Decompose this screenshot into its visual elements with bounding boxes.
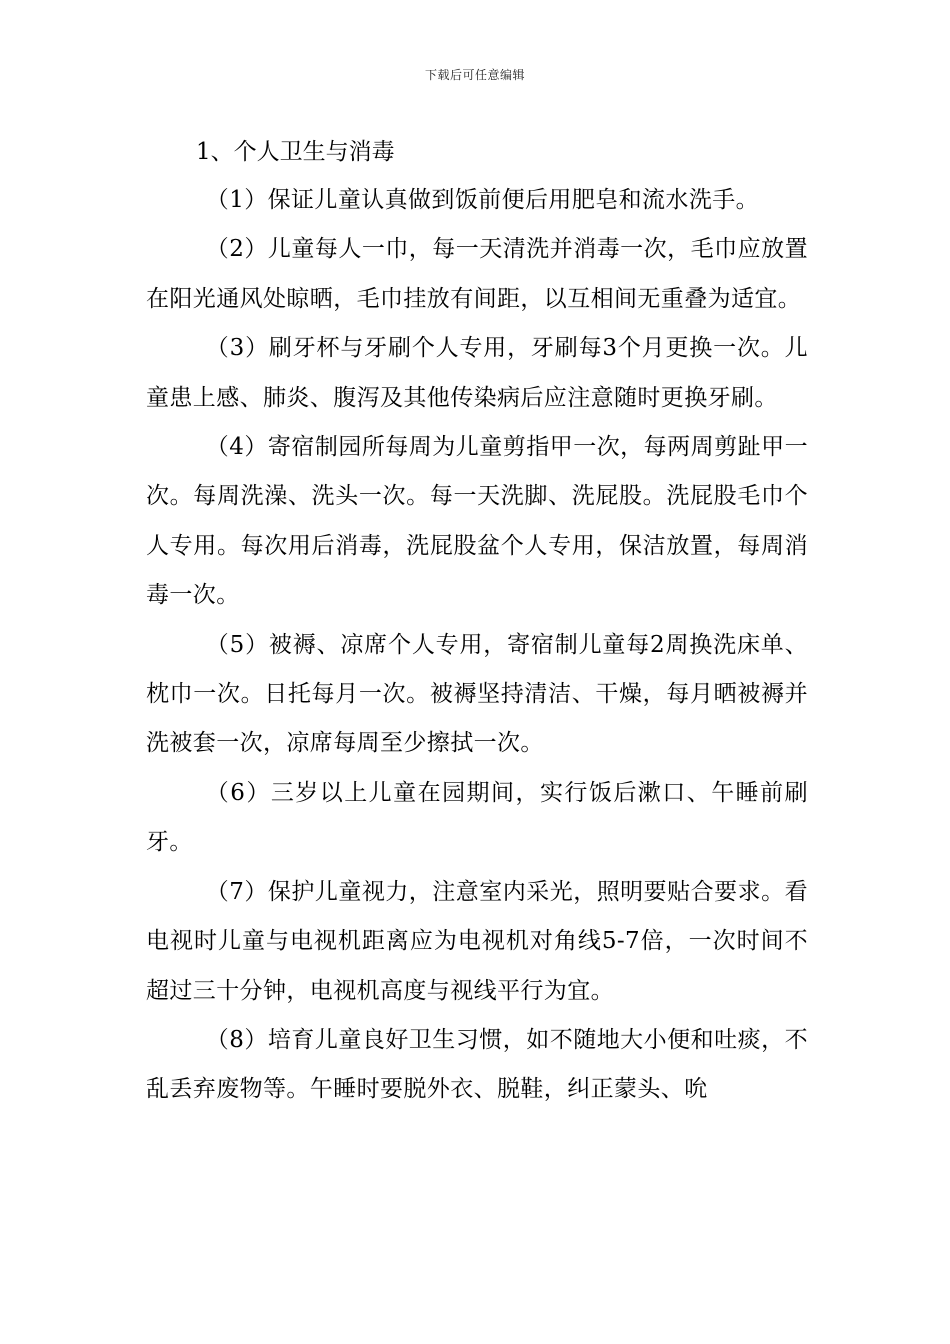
paragraph-4: （4）寄宿制园所每周为儿童剪指甲一次，每两周剪趾甲一次。每周洗澡、洗头一次。每一天洗脚、洗屁股。洗屁股毛巾个人专用。每次用后消毒，洗屁股盆个人专用，保洁放置，每周消毒一次。: [146, 434, 808, 609]
paragraph-2: （2）儿童每人一巾，每一天清洗并消毒一次，毛巾应放置在阳光通风处晾晒，毛巾挂放有间距，以互相间无重叠为适宜。: [146, 236, 808, 312]
paragraph-6: （6）三岁以上儿童在园期间，实行饭后漱口、午睡前刷牙。: [146, 779, 808, 856]
page-header: 下载后可任意编辑: [424, 68, 525, 82]
paragraph-8: （8）培育儿童良好卫生习惯，如不随地大小便和吐痰，不乱丢弃废物等。午睡时要脱外衣、脱鞋，纠正蒙头、吮: [146, 1026, 808, 1103]
document-body: [146, 128, 808, 1115]
paragraph-7: （7）保护儿童视力，注意室内采光，照明要贴合要求。看电视时儿童与电视机距离应为电视机对角线5-7倍，一次时间不超过三十分钟，电视机高度与视线平行为宜。: [146, 878, 808, 1004]
section-heading: 1、个人卫生与消毒: [196, 139, 395, 165]
paragraph-5: （5）被褥、凉席个人专用，寄宿制儿童每2周换洗床单、枕巾一次。日托每月一次。被褥坚持清洁、干燥，每月晒被褥并洗被套一次，凉席每周至少擦拭一次。: [146, 631, 808, 757]
paragraph-1: （1）保证儿童认真做到饭前便后用肥皂和流水洗手。: [205, 187, 760, 213]
paragraph-3: （3）刷牙杯与牙刷个人专用，牙刷每3个月更换一次。儿童患上感、肺炎、腹泻及其他传染病后应注意随时更换牙刷。: [146, 335, 808, 411]
